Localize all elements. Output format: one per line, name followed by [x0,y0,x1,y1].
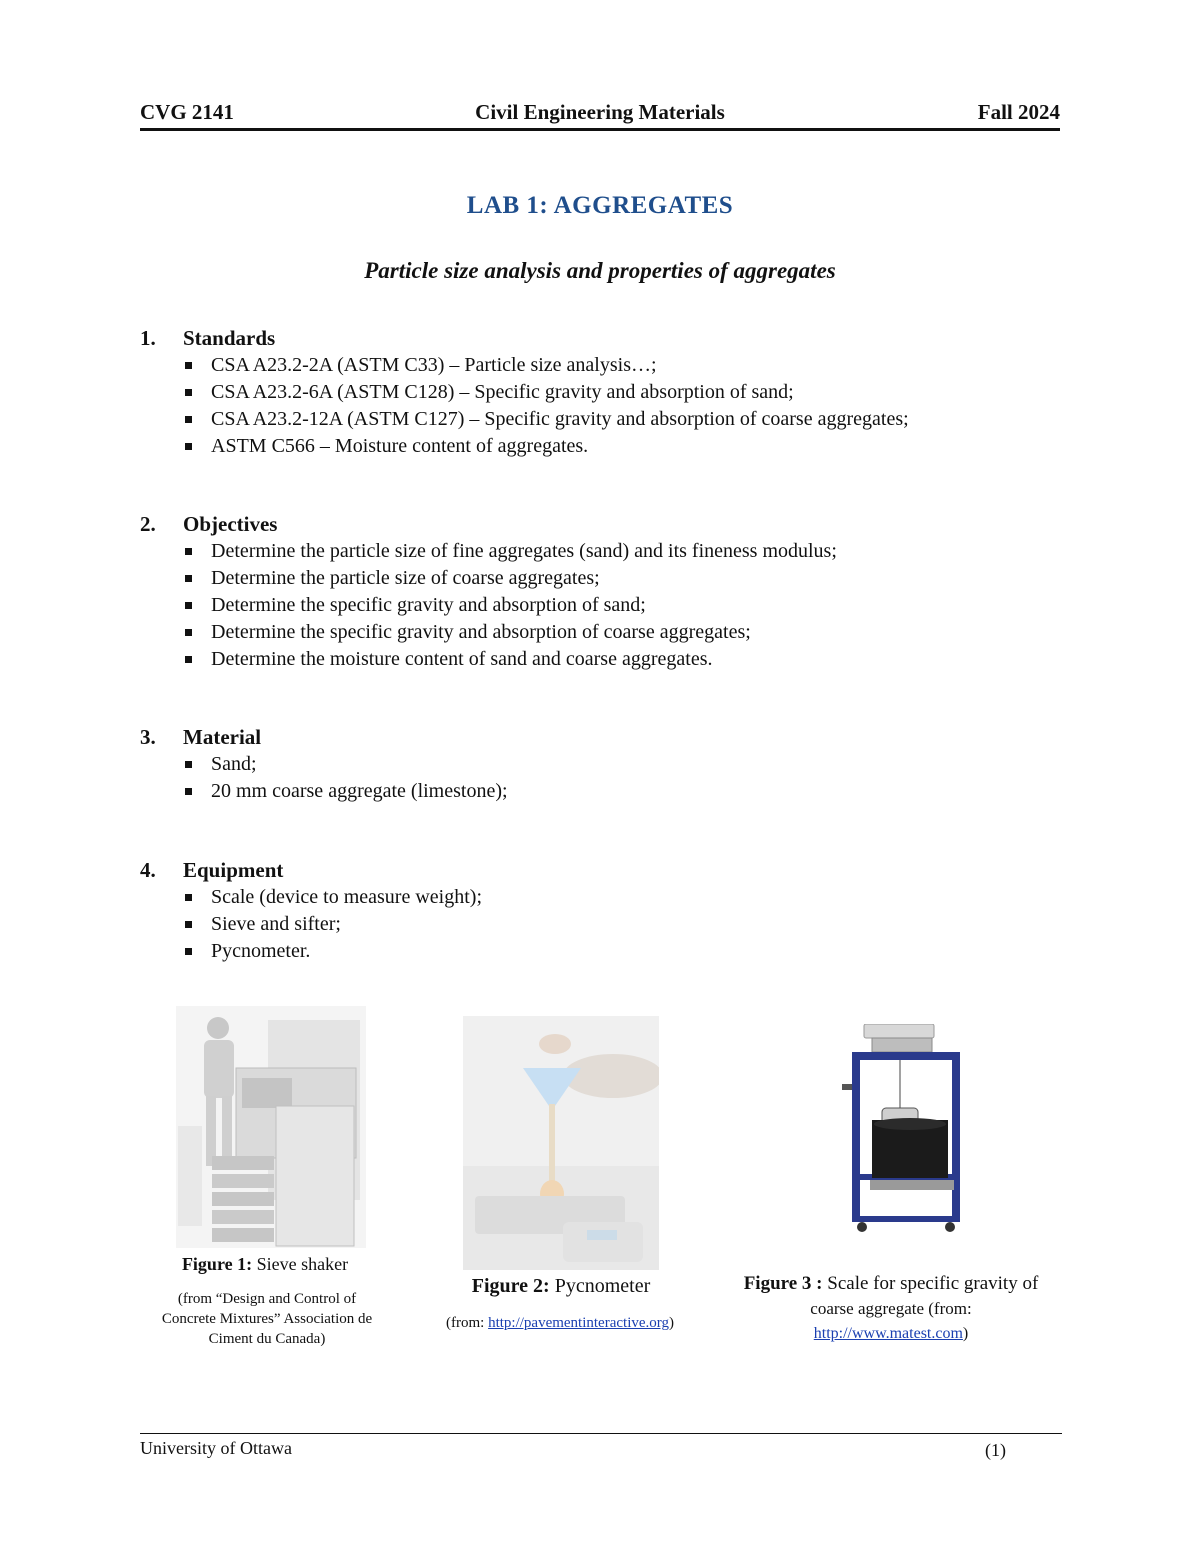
list-item: Pycnometer. [140,938,1080,965]
figure-3-caption: Figure 3 : Scale for specific gravity of coarse aggregate (from: http://www.matest.com) [743,1273,1039,1342]
pavementinteractive-link[interactable]: http://pavementinteractive.org [488,1315,669,1331]
bullet-icon [185,921,192,928]
bullet-icon [185,362,192,369]
section-heading [140,324,1080,352]
list-item: Scale (device to measure weight); [140,884,1080,911]
bullet-icon [185,602,192,609]
page-number: (1) [985,1440,1006,1460]
list-item: Determine the particle size of coarse aggregates; [140,565,1080,592]
bullet-list [140,352,1080,460]
list-item: Determine the specific gravity and absorption of sand; [140,592,1080,619]
bullet-icon [185,629,192,636]
section-heading [140,856,1080,884]
figure-2-source: (from: http://pavementinteractive.org) [446,1315,674,1331]
bullet-icon [185,656,192,663]
bullet-list [140,884,1080,965]
figure-2-caption: Figure 2: Pycnometer [471,1275,651,1297]
lab-title: LAB 1: AGGREGATES [466,192,734,219]
section-standards [140,324,1080,460]
section-title: Material [183,725,262,749]
bullet-icon [185,788,192,795]
bullet-icon [185,948,192,955]
figure-3-scale-image [830,1024,966,1234]
bullet-list [140,538,1080,673]
list-item: CSA A23.2-2A (ASTM C33) – Particle size analysis…; [140,352,1080,379]
institution: University of Ottawa [140,1438,292,1458]
section-number: 1. [140,326,156,350]
list-item: Determine the specific gravity and absorption of coarse aggregates; [140,619,1080,646]
course-name: Civil Engineering Materials [475,100,725,124]
list-item: 20 mm coarse aggregate (limestone); [140,778,1080,805]
list-item: CSA A23.2-6A (ASTM C128) – Specific gravity and absorption of sand; [140,379,1080,406]
section-number: 3. [140,725,156,749]
list-item: Sand; [140,751,1080,778]
list-item: Sieve and sifter; [140,911,1080,938]
section-objectives [140,510,1080,673]
lab-subtitle: Particle size analysis and properties of aggregates [364,258,836,283]
figure-2-pycnometer-image [463,1016,659,1270]
section-title: Standards [183,326,276,350]
bullet-list [140,751,1080,805]
figure-1-source: (from “Design and Control of Concrete Mixtures” Association de Ciment du Canada) [161,1291,373,1347]
list-item: Determine the moisture content of sand and coarse aggregates. [140,646,1080,673]
bullet-icon [185,761,192,768]
bullet-icon [185,894,192,901]
page-footer [140,1433,1062,1460]
section-title: Equipment [183,858,284,882]
term: Fall 2024 [977,100,1060,124]
list-item: ASTM C566 – Moisture content of aggregates. [140,433,1080,460]
section-heading [140,510,1080,538]
list-item: CSA A23.2-12A (ASTM C127) – Specific gravity and absorption of coarse aggregates; [140,406,1080,433]
course-code: CVG 2141 [140,100,234,124]
section-equipment [140,856,1080,965]
bullet-icon [185,548,192,555]
bullet-icon [185,416,192,423]
bullet-icon [185,575,192,582]
section-title: Objectives [183,512,278,536]
list-item: Determine the particle size of fine aggregates (sand) and its fineness modulus; [140,538,1080,565]
page-header [140,98,1060,131]
section-number: 2. [140,512,156,536]
section-heading [140,723,1080,751]
section-material [140,723,1080,805]
bullet-icon [185,389,192,396]
matest-link[interactable]: http://www.matest.com [813,1325,963,1342]
figure-1-caption: Figure 1: Sieve shaker [181,1254,349,1274]
section-number: 4. [140,858,156,882]
bullet-icon [185,443,192,450]
figure-1-sieve-shaker-image [176,1006,366,1248]
